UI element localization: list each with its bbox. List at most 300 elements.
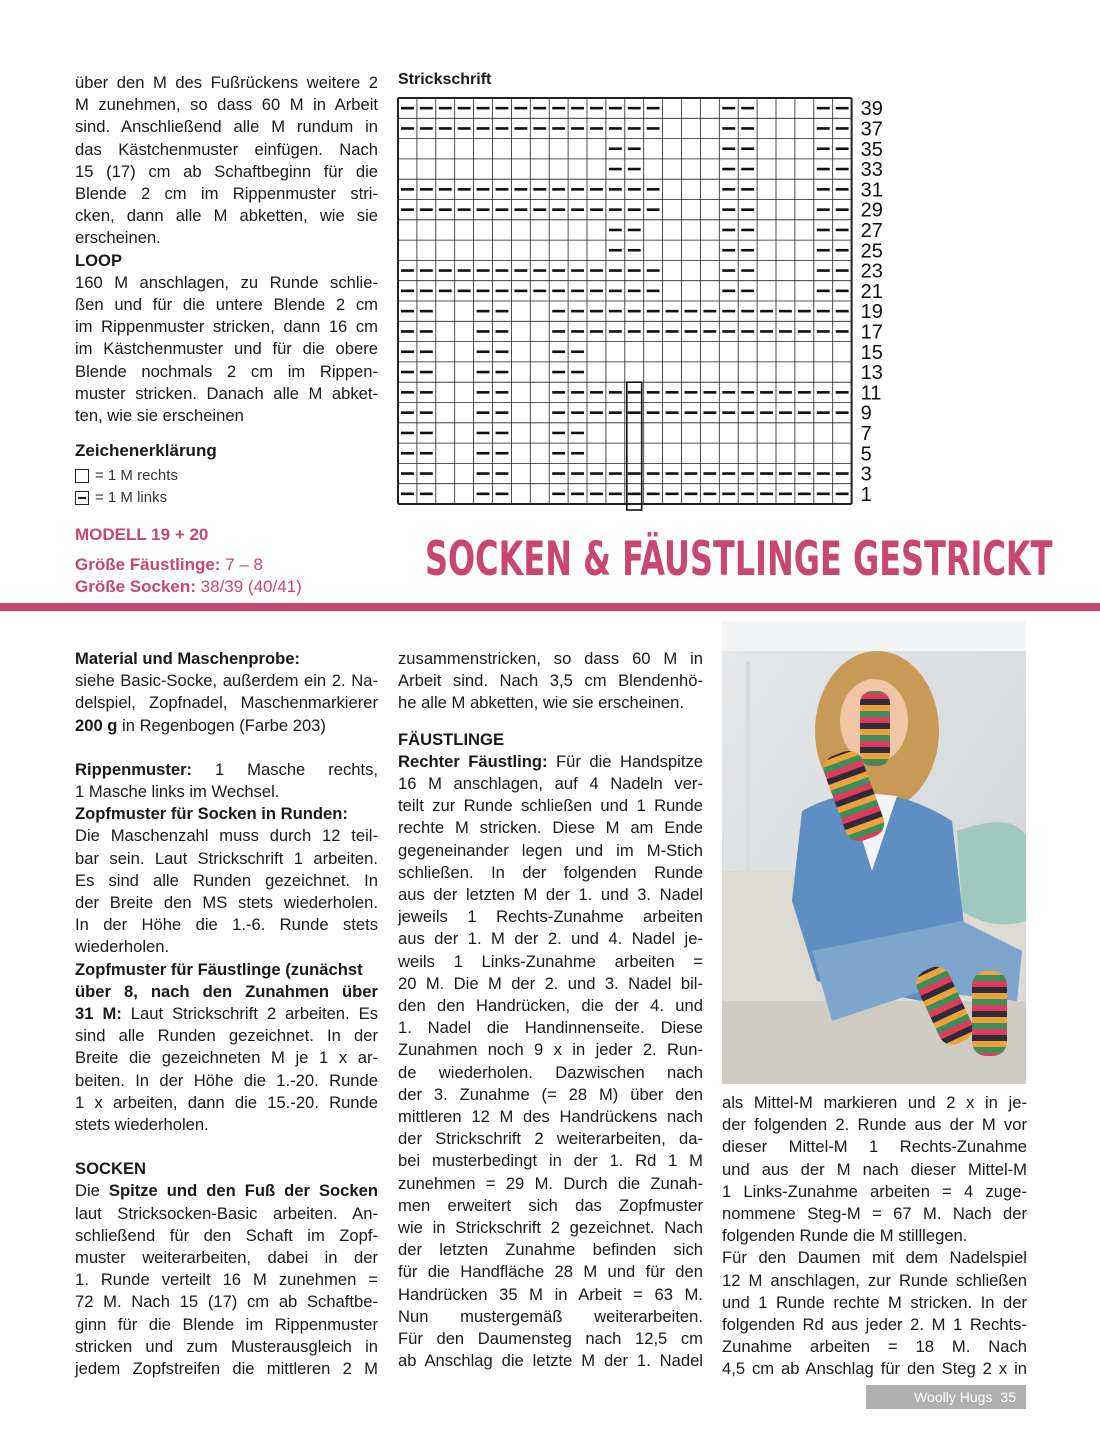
links-stitch-mark <box>647 493 660 496</box>
links-stitch-mark <box>609 411 622 414</box>
links-stitch-mark <box>420 472 433 475</box>
links-stitch-mark <box>722 107 735 110</box>
text-line: 15 (17) cm ab Schaftbeginn für die <box>75 161 378 181</box>
links-stitch-mark <box>477 350 490 353</box>
intro-text-block <box>75 72 378 427</box>
links-stitch-mark <box>477 432 490 435</box>
col2-lines-a <box>398 648 703 715</box>
links-stitch-mark <box>647 208 660 211</box>
links-stitch-mark <box>496 452 509 455</box>
links-stitch-mark <box>779 411 792 414</box>
links-stitch-mark <box>552 371 565 374</box>
links-stitch-mark <box>552 330 565 333</box>
links-stitch-mark <box>477 411 490 414</box>
text-line: als Mittel-M markieren und 2 x in je- <box>722 1093 1027 1112</box>
links-stitch-mark <box>477 371 490 374</box>
dash-cell-icon <box>75 491 89 505</box>
column-1 <box>75 648 378 1380</box>
text-line: weils 1 Links-Zunahme arbeiten = <box>398 951 703 971</box>
text-line: ginn für die Blende im Rippenmuster <box>75 1314 378 1334</box>
links-stitch-mark <box>798 330 811 333</box>
links-stitch-mark <box>741 310 754 313</box>
links-stitch-mark <box>533 107 546 110</box>
links-stitch-mark <box>817 208 830 211</box>
links-stitch-mark <box>477 472 490 475</box>
links-stitch-mark <box>477 208 490 211</box>
links-stitch-mark <box>779 472 792 475</box>
links-stitch-mark <box>722 127 735 130</box>
links-stitch-mark <box>722 147 735 150</box>
links-stitch-mark <box>533 290 546 293</box>
row-label: 15 <box>860 341 883 364</box>
links-stitch-mark <box>628 168 641 171</box>
links-stitch-mark <box>836 269 849 272</box>
links-stitch-mark <box>722 290 735 293</box>
links-stitch-mark <box>571 107 584 110</box>
links-stitch-mark <box>647 330 660 333</box>
row-label: 27 <box>860 219 883 242</box>
links-stitch-mark <box>836 411 849 414</box>
links-stitch-mark <box>836 472 849 475</box>
links-stitch-mark <box>666 493 679 496</box>
links-stitch-mark <box>496 350 509 353</box>
links-stitch-mark <box>571 411 584 414</box>
row-label: 13 <box>860 362 883 385</box>
links-stitch-mark <box>401 208 414 211</box>
row-label: 25 <box>860 240 883 263</box>
row-label: 31 <box>860 179 883 202</box>
links-stitch-mark <box>628 269 641 272</box>
rechter-line1 <box>398 751 703 773</box>
links-stitch-mark <box>741 391 754 394</box>
links-stitch-mark <box>609 269 622 272</box>
links-stitch-mark <box>533 269 546 272</box>
text-line: 72 M. Nach 15 (17) cm ab Schaftbe- <box>75 1292 378 1312</box>
links-stitch-mark <box>628 249 641 252</box>
text-line: jedem Zopfstreifen die mittleren 2 M <box>75 1359 378 1379</box>
links-stitch-mark <box>590 310 603 313</box>
links-stitch-mark <box>685 330 698 333</box>
links-stitch-mark <box>817 188 830 191</box>
links-stitch-mark <box>609 330 622 333</box>
zopf-faust-label3: 31 M: <box>75 1004 122 1024</box>
links-stitch-mark <box>722 229 735 232</box>
links-stitch-mark <box>420 493 433 496</box>
material-heading: Material und Maschenprobe: <box>75 649 300 668</box>
links-stitch-mark <box>779 310 792 313</box>
links-stitch-mark <box>420 391 433 394</box>
links-stitch-mark <box>741 411 754 414</box>
links-stitch-mark <box>571 391 584 394</box>
links-stitch-mark <box>496 493 509 496</box>
links-stitch-mark <box>571 432 584 435</box>
text-line: ßen und für die untere Blende 2 cm <box>75 295 378 315</box>
links-stitch-mark <box>420 350 433 353</box>
links-stitch-mark <box>703 493 716 496</box>
text-line: 4,5 cm ab Anschlag für den Steg 2 x in <box>722 1359 1027 1379</box>
links-stitch-mark <box>722 208 735 211</box>
text-line: Es sind alle Runden gezeichnet. In <box>75 870 378 890</box>
text-line: Arbeit sind. Nach 3,5 cm Blendenhö- <box>398 671 703 691</box>
links-stitch-mark <box>760 310 773 313</box>
links-stitch-mark <box>647 391 660 394</box>
links-stitch-mark <box>836 147 849 150</box>
links-stitch-mark <box>722 472 735 475</box>
text-line: stricken und zum Musterausgleich in <box>75 1336 378 1356</box>
links-stitch-mark <box>477 330 490 333</box>
links-stitch-mark <box>817 330 830 333</box>
links-stitch-mark <box>401 290 414 293</box>
text-line: schließend für den Schaft im Zopf- <box>75 1225 378 1245</box>
links-stitch-mark <box>439 290 452 293</box>
links-stitch-mark <box>496 310 509 313</box>
text-line: dieser Mittel-M 1 Rechts-Zunahme <box>722 1137 1027 1157</box>
links-stitch-mark <box>836 249 849 252</box>
faust-heading: FÄUSTLINGE <box>398 729 505 749</box>
links-stitch-mark <box>628 472 641 475</box>
links-stitch-mark <box>836 229 849 232</box>
links-stitch-mark <box>590 290 603 293</box>
links-stitch-mark <box>552 107 565 110</box>
rechter-label: Rechter Fäustling: <box>398 751 548 771</box>
material-weight: 200 g <box>75 715 118 735</box>
links-stitch-mark <box>571 269 584 272</box>
text-line: der 3. Zunahme (= 28 M) über den <box>398 1084 703 1104</box>
text-line: 20 M. Die M der 2. und 3. Nadel bil- <box>398 973 703 993</box>
links-stitch-mark <box>477 310 490 313</box>
links-stitch-mark <box>571 208 584 211</box>
links-stitch-mark <box>817 249 830 252</box>
text-line: und aus der M nach dieser Mittel-M <box>722 1159 1027 1179</box>
rippen-text1: 1 Masche rechts, <box>192 759 378 779</box>
text-line: 1. Runde verteilt 16 M zunehmen = <box>75 1270 378 1290</box>
links-stitch-mark <box>609 147 622 150</box>
links-stitch-mark <box>817 493 830 496</box>
links-stitch-mark <box>401 432 414 435</box>
links-stitch-mark <box>609 208 622 211</box>
links-stitch-mark <box>514 208 527 211</box>
row-label: 19 <box>860 301 883 324</box>
text-line: für die Handfläche 28 M und für den <box>398 1262 703 1282</box>
links-stitch-mark <box>760 391 773 394</box>
links-stitch-mark <box>439 188 452 191</box>
links-stitch-mark <box>590 208 603 211</box>
text-line: 160 M anschlagen, zu Runde schlie- <box>75 272 378 292</box>
links-stitch-mark <box>817 127 830 130</box>
links-stitch-mark <box>533 188 546 191</box>
links-stitch-mark <box>628 330 641 333</box>
socken-bold: Spitze und den Fuß der Socken <box>108 1181 378 1201</box>
links-stitch-mark <box>590 127 603 130</box>
links-stitch-mark <box>552 208 565 211</box>
text-line: 1. Nadel die Handinnenseite. Diese <box>398 1018 703 1038</box>
text-line: der Strickschrift 2 weiterarbeiten, da- <box>398 1129 703 1149</box>
links-stitch-mark <box>685 493 698 496</box>
text-line: muster weiterarbeiten, dabei in der <box>75 1248 378 1268</box>
links-stitch-mark <box>628 208 641 211</box>
links-stitch-mark <box>836 208 849 211</box>
links-stitch-mark <box>798 391 811 394</box>
links-stitch-mark <box>571 127 584 130</box>
loop-heading: LOOP <box>75 250 123 270</box>
links-stitch-mark <box>496 472 509 475</box>
links-stitch-mark <box>590 493 603 496</box>
text-line: der letzten Zunahme befinden sich <box>398 1240 703 1260</box>
links-stitch-mark <box>496 411 509 414</box>
text-line: Die Maschenzahl muss durch 12 teil- <box>75 826 378 846</box>
links-stitch-mark <box>552 188 565 191</box>
row-label: 11 <box>860 382 882 405</box>
page-title: SOCKEN & FÄUSTLINGE GESTRICKT <box>425 532 1053 587</box>
links-stitch-mark <box>628 229 641 232</box>
links-stitch-mark <box>552 290 565 293</box>
links-stitch-mark <box>590 188 603 191</box>
links-stitch-mark <box>722 310 735 313</box>
text-line: Handrücken 35 M in Arbeit = 63 M. <box>398 1284 703 1304</box>
links-stitch-mark <box>609 127 622 130</box>
links-stitch-mark <box>741 493 754 496</box>
size-socks-label: Größe Socken: <box>75 577 196 596</box>
links-stitch-mark <box>477 188 490 191</box>
links-stitch-mark <box>571 330 584 333</box>
links-stitch-mark <box>628 310 641 313</box>
text-line: Zunahme arbeiten = 18 M. Nach <box>722 1337 1027 1357</box>
text-line: nommene Steg-M = 67 M. Nach der <box>722 1204 1027 1224</box>
links-stitch-mark <box>685 391 698 394</box>
page-footer <box>866 1385 1026 1409</box>
links-stitch-mark <box>401 269 414 272</box>
page-number: 35 <box>1000 1389 1016 1405</box>
links-stitch-mark <box>609 107 622 110</box>
links-stitch-mark <box>571 188 584 191</box>
zopf-faust-label2: über 8, nach den Zunahmen über <box>75 981 378 1001</box>
socken-heading: SOCKEN <box>75 1159 146 1179</box>
links-stitch-mark <box>817 391 830 394</box>
links-stitch-mark <box>496 127 509 130</box>
column-3 <box>722 1092 1027 1381</box>
links-stitch-mark <box>609 290 622 293</box>
text-line: laut Stricksocken-Basic arbeiten. An- <box>75 1203 378 1223</box>
text-line: muster stricken. Danach alle M abket- <box>75 383 378 403</box>
text-line: ten, wie sie erscheinen <box>75 406 244 426</box>
links-stitch-mark <box>420 188 433 191</box>
links-stitch-mark <box>439 107 452 110</box>
column-2 <box>398 648 703 1373</box>
loop-lines <box>75 272 378 427</box>
text-line: M zunehmen, so dass 60 M in Arbeit <box>75 95 378 115</box>
links-stitch-mark <box>590 411 603 414</box>
links-stitch-mark <box>420 127 433 130</box>
links-stitch-mark <box>552 472 565 475</box>
text-line: teilt zur Runde schließen und 1 Runde <box>398 796 703 816</box>
text-line: beiten. In der Höhe die 1.-20. Runde <box>75 1070 378 1090</box>
links-stitch-mark <box>420 330 433 333</box>
model-photo <box>722 621 1026 1084</box>
links-stitch-mark <box>817 310 830 313</box>
links-stitch-mark <box>817 229 830 232</box>
text-line: zunehmen = 29 M. Durch die Zunah- <box>398 1173 703 1193</box>
links-stitch-mark <box>760 330 773 333</box>
text-line: rechte M stricken. Diese M am Ende <box>398 818 703 838</box>
links-stitch-mark <box>798 472 811 475</box>
links-stitch-mark <box>647 127 660 130</box>
links-stitch-mark <box>685 411 698 414</box>
links-stitch-mark <box>609 249 622 252</box>
links-stitch-mark <box>552 411 565 414</box>
links-stitch-mark <box>741 330 754 333</box>
links-stitch-mark <box>590 107 603 110</box>
links-stitch-mark <box>420 432 433 435</box>
links-stitch-mark <box>477 107 490 110</box>
text-line: 12 M anschlagen, zur Runde schließen <box>722 1270 1027 1290</box>
row-label: 23 <box>860 260 883 283</box>
links-stitch-mark <box>703 472 716 475</box>
links-stitch-mark <box>703 330 716 333</box>
rippen-line1 <box>75 759 378 781</box>
photo-illustration <box>722 621 1026 1084</box>
links-stitch-mark <box>760 493 773 496</box>
text-line: wiederholen. <box>75 937 170 957</box>
text-line: das Kästchenmuster einfügen. Nach <box>75 139 378 159</box>
links-stitch-mark <box>420 452 433 455</box>
text-line: bei musterbedingt in der 1. Rd 1 M <box>398 1151 703 1171</box>
links-stitch-mark <box>741 208 754 211</box>
links-stitch-mark <box>779 493 792 496</box>
intro-lines <box>75 72 378 250</box>
material-color: in Regenbogen (Farbe 203) <box>117 715 326 735</box>
links-stitch-mark <box>590 391 603 394</box>
links-stitch-mark <box>760 472 773 475</box>
links-stitch-mark <box>628 493 641 496</box>
links-stitch-mark <box>836 188 849 191</box>
text-line: gegeneinander legen und im M-Stich <box>398 840 703 860</box>
links-stitch-mark <box>439 269 452 272</box>
links-stitch-mark <box>514 269 527 272</box>
rippen-text2: 1 Masche links im Wechsel. <box>75 782 280 802</box>
row-label: 3 <box>860 463 872 486</box>
text-line: wie in Strickschrift 2 gezeichnet. Nach <box>398 1218 703 1238</box>
row-label: 21 <box>860 280 883 303</box>
text-line: im Kästchenmuster und für die obere <box>75 339 378 359</box>
links-stitch-mark <box>477 452 490 455</box>
text-line: den den Handrücken, die der 4. und <box>398 996 703 1016</box>
links-stitch-mark <box>420 107 433 110</box>
legend-links-text: = 1 M links <box>95 489 168 506</box>
links-stitch-mark <box>477 391 490 394</box>
links-stitch-mark <box>628 127 641 130</box>
row-label: 5 <box>860 443 872 466</box>
row-label: 7 <box>860 422 872 445</box>
legend-rechts <box>75 467 178 484</box>
links-stitch-mark <box>401 350 414 353</box>
links-stitch-mark <box>420 310 433 313</box>
row-label: 37 <box>860 118 883 141</box>
links-stitch-mark <box>401 472 414 475</box>
socken-line1 <box>75 1180 378 1202</box>
links-stitch-mark <box>496 290 509 293</box>
links-stitch-mark <box>817 290 830 293</box>
links-stitch-mark <box>666 310 679 313</box>
links-stitch-mark <box>647 411 660 414</box>
text-line: folgenden Runde die M stilllegen. <box>722 1226 968 1246</box>
links-stitch-mark <box>420 269 433 272</box>
links-stitch-mark <box>722 249 735 252</box>
zopf-faust-line3 <box>75 1003 378 1025</box>
zopf-socken-label: Zopfmuster für Socken in Runden: <box>75 804 348 824</box>
text-line: siehe Basic-Socke, außerdem ein 2. Na- <box>75 671 378 691</box>
links-stitch-mark <box>496 391 509 394</box>
text-line: sind alle Runden gezeichnet. In der <box>75 1026 378 1046</box>
text-line: aus der 1. M der 2. und 4. Nadel je- <box>398 929 703 949</box>
text-line: Zunahmen noch 9 x in jeder 2. Run- <box>398 1040 703 1060</box>
links-stitch-mark <box>420 411 433 414</box>
text-line: ab Anschlag die letzte M der 1. Nadel <box>398 1351 703 1371</box>
links-stitch-mark <box>836 107 849 110</box>
links-stitch-mark <box>496 208 509 211</box>
links-stitch-mark <box>647 290 660 293</box>
links-stitch-mark <box>836 330 849 333</box>
zopf-faust-label1: Zopfmuster für Fäustlinge (zunächst <box>75 959 363 979</box>
links-stitch-mark <box>817 411 830 414</box>
text-line: bar sein. Laut Strickschrift 1 arbeiten. <box>75 848 378 868</box>
links-stitch-mark <box>571 493 584 496</box>
size-mittens-label: Größe Fäustlinge: <box>75 555 221 574</box>
text-line: Blende 2 cm im Rippenmuster stri- <box>75 184 378 204</box>
links-stitch-mark <box>741 107 754 110</box>
strickschrift-chart <box>396 92 896 512</box>
links-stitch-mark <box>817 107 830 110</box>
text-line: men erweitert sich das Zopfmuster <box>398 1195 703 1215</box>
legend-links <box>75 489 167 506</box>
links-stitch-mark <box>477 493 490 496</box>
links-stitch-mark <box>401 107 414 110</box>
col2-lines-b <box>398 773 703 1372</box>
links-stitch-mark <box>817 168 830 171</box>
links-stitch-mark <box>741 269 754 272</box>
links-stitch-mark <box>628 411 641 414</box>
text-line: sind. Anschließend alle M rundum in <box>75 117 378 137</box>
links-stitch-mark <box>647 269 660 272</box>
links-stitch-mark <box>458 188 471 191</box>
text-line: im Rippenmuster stricken, dann 16 cm <box>75 317 378 337</box>
links-stitch-mark <box>458 208 471 211</box>
text-line: Nun mustergemäß weiterarbeiten. <box>398 1306 703 1326</box>
text-line: zusammenstricken, so dass 60 M in <box>398 649 703 668</box>
links-stitch-mark <box>628 147 641 150</box>
rippen-label: Rippenmuster: <box>75 759 193 779</box>
links-stitch-mark <box>722 188 735 191</box>
links-stitch-mark <box>685 310 698 313</box>
links-stitch-mark <box>647 188 660 191</box>
row-label: 39 <box>860 98 883 121</box>
size-socks <box>75 577 302 597</box>
material-yarn <box>75 715 378 737</box>
text-line: der Breite den MS stets wiederholen. <box>75 893 378 913</box>
links-stitch-mark <box>628 107 641 110</box>
zopf-faust-lines <box>75 1025 378 1136</box>
links-stitch-mark <box>552 391 565 394</box>
links-stitch-mark <box>741 290 754 293</box>
size-mittens <box>75 555 263 575</box>
links-stitch-mark <box>722 391 735 394</box>
links-stitch-mark <box>666 330 679 333</box>
links-stitch-mark <box>401 310 414 313</box>
socken-die: Die <box>75 1181 109 1201</box>
links-stitch-mark <box>590 269 603 272</box>
links-stitch-mark <box>496 188 509 191</box>
links-stitch-mark <box>552 269 565 272</box>
links-stitch-mark <box>628 391 641 394</box>
